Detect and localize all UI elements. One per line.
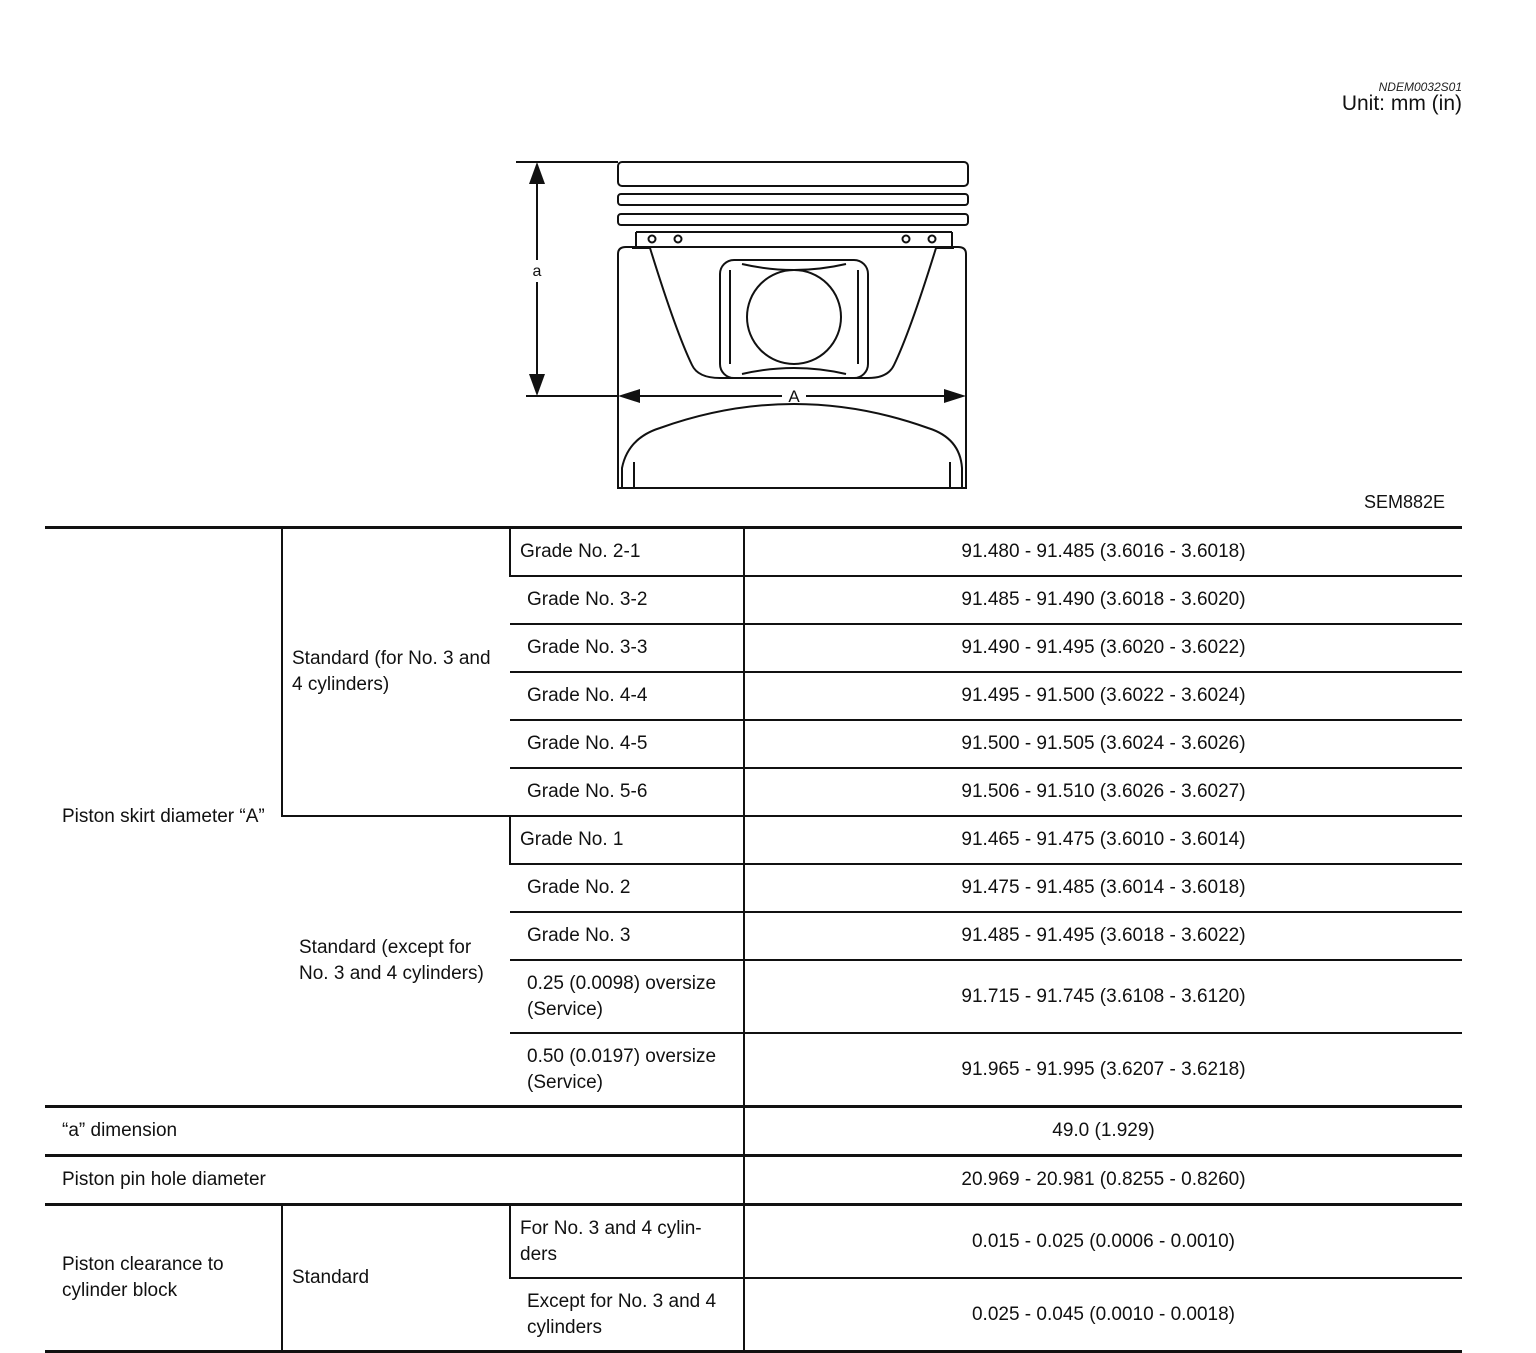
arrow-right-icon [944,389,966,403]
value-cell: 91.495 - 91.500 (3.6022 - 3.6024) [744,672,1462,720]
table-row [45,528,1462,577]
value-cell: 91.715 - 91.745 (3.6108 - 3.6120) [744,960,1462,1033]
grade-cell: 0.50 (0.0197) oversize (Service) [510,1033,744,1107]
table-row [45,1205,1462,1279]
ring-land-3 [618,214,968,225]
value-cell: 49.0 (1.929) [744,1107,1462,1156]
spec-table [45,526,1462,1353]
value-cell: 91.490 - 91.495 (3.6020 - 3.6022) [744,624,1462,672]
arrow-up-icon [529,162,545,184]
grade-cell: Grade No. 2-1 [510,528,744,577]
arrow-left-icon [618,389,640,403]
pin-boss-outline [632,248,954,378]
pin-boss-rib [730,270,858,364]
group-label: Standard (except for No. 3 and 4 cylinders) [282,816,510,1107]
grade-cell: Grade No. 3 [510,912,744,960]
grade-cell: Grade No. 1 [510,816,744,864]
piston-diagram-svg [510,150,980,500]
table-row [45,1156,1462,1205]
pin-bore-frame [720,260,868,378]
value-cell: 91.480 - 91.485 (3.6016 - 3.6018) [744,528,1462,577]
grade-cell: Grade No. 4-5 [510,720,744,768]
pin-hole-label: Piston pin hole diameter [45,1156,744,1205]
piston-diagram [510,150,980,500]
grade-cell: Grade No. 4-4 [510,672,744,720]
dim-a-label: a [532,263,542,280]
value-cell: 91.965 - 91.995 (3.6207 - 3.6218) [744,1033,1462,1107]
value-cell: 91.506 - 91.510 (3.6026 - 3.6027) [744,768,1462,816]
table-row [45,1107,1462,1156]
ring-land-top [618,162,968,186]
value-cell: 91.485 - 91.495 (3.6018 - 3.6022) [744,912,1462,960]
oil-hole [929,236,936,243]
ring-land-2 [618,194,968,205]
unit-label: Unit: mm (in) [1341,92,1462,115]
skirt-label: Piston skirt diameter “A” [45,528,282,1107]
grade-cell: Grade No. 3-2 [510,576,744,624]
pin-hole [747,270,841,364]
value-cell: 0.015 - 0.025 (0.0006 - 0.0010) [744,1205,1462,1279]
figure-id: SEM882E [1363,492,1445,512]
arrow-down-icon [529,374,545,396]
condition-cell: Except for No. 3 and 4 cylinders [510,1278,744,1352]
oil-hole [675,236,682,243]
skirt-arc [622,404,962,488]
a-dimension-label: “a” dimension [45,1107,744,1156]
oil-hole [903,236,910,243]
value-cell: 91.485 - 91.490 (3.6018 - 3.6020) [744,576,1462,624]
value-cell: 91.500 - 91.505 (3.6024 - 3.6026) [744,720,1462,768]
value-cell: 20.969 - 20.981 (0.8255 - 0.8260) [744,1156,1462,1205]
dim-A-label: A [788,387,800,406]
oil-hole [649,236,656,243]
clearance-group: Standard [282,1205,510,1352]
value-cell: 0.025 - 0.045 (0.0010 - 0.0018) [744,1278,1462,1352]
value-cell: 91.465 - 91.475 (3.6010 - 3.6014) [744,816,1462,864]
clearance-label: Piston clearance to cylinder block [45,1205,282,1352]
grade-cell: 0.25 (0.0098) oversize (Service) [510,960,744,1033]
pin-bore-edge [742,264,846,374]
grade-cell: Grade No. 2 [510,864,744,912]
grade-cell: Grade No. 3-3 [510,624,744,672]
grade-cell: Grade No. 5-6 [510,768,744,816]
condition-cell: For No. 3 and 4 cylin-ders [510,1205,744,1279]
document-code: NDEM0032S01 [1378,80,1462,94]
group-label: Standard (for No. 3 and 4 cylinders) [282,528,510,817]
value-cell: 91.475 - 91.485 (3.6014 - 3.6018) [744,864,1462,912]
